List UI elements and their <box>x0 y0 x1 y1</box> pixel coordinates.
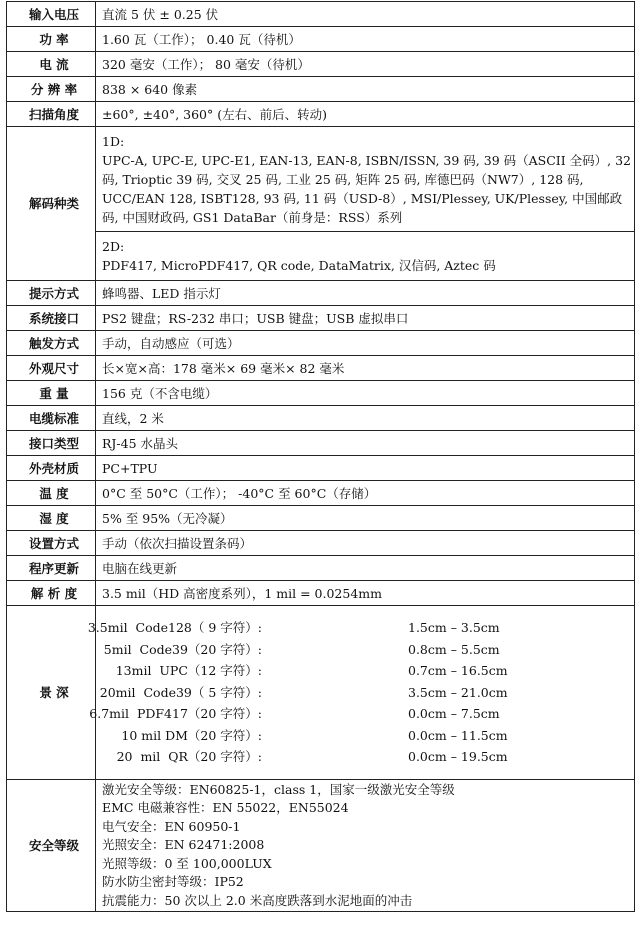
decode-2d-text: PDF417, MicroPDF417, QR code, DataMatrix, 汉信码, Aztec 码 <box>102 258 496 273</box>
safety-line: 电气安全：EN 60950-1 <box>102 818 241 834</box>
depth-range: 0.0cm – 7.5cm <box>408 706 500 722</box>
decode-1d-text: UPC-A, UPC-E, UPC-E1, EAN-13, EAN-8, ISBN/ISSN, 39 码, 39 码（ASCII 全码）, 32 码, Trioptic 39 码, 交叉 25 码, 工业 25 码, 矩阵 25 码, 库德巴码（NW7）, 128 码, UCC/EAN 128, ISBT128, 93 码, 11 码（USD-8）, MSI/Plessey, UK/Plessey, 中国邮政码, 中国财政码, GS1 DataBar（前身是：RSS）系列 <box>102 152 631 225</box>
row-label: 接口类型 <box>7 431 96 456</box>
table-row <box>7 506 635 531</box>
depth-item <box>102 660 634 682</box>
depth-range: 0.0cm – 11.5cm <box>408 727 508 743</box>
row-label: 湿 度 <box>7 506 96 531</box>
safety-line: 抗震能力：50 次以上 2.0 米高度跌落到水泥地面的冲击 <box>102 892 413 908</box>
table-row <box>7 406 635 431</box>
depth-symbology: 10 mil DM（20 字符）: <box>121 727 262 743</box>
depth-symbology: 6.7mil PDF417（20 字符）: <box>89 706 262 722</box>
depth-range: 0.8cm – 5.5cm <box>408 641 500 657</box>
depth-item <box>87 617 634 639</box>
table-row <box>7 2 635 27</box>
depth-item <box>102 746 634 768</box>
row-value: 3.5 mil（HD 高密度系列），1 mil = 0.0254mm <box>96 581 635 606</box>
row-label: 外壳材质 <box>7 456 96 481</box>
table-row <box>7 232 635 281</box>
row-label: 重 量 <box>7 381 96 406</box>
decode-1d-title: 1D: <box>102 133 125 149</box>
depth-range: 0.7cm – 16.5cm <box>408 663 508 679</box>
row-label: 扫描角度 <box>7 102 96 127</box>
depth-symbology: 20mil Code39（ 5 字符）: <box>99 684 262 700</box>
depth-symbology: 20 mil QR（20 字符）: <box>116 749 262 765</box>
safety-line: 防水防尘密封等级：IP52 <box>102 874 244 890</box>
row-label: 程序更新 <box>7 556 96 581</box>
spec-table <box>6 1 635 912</box>
row-label: 电 流 <box>7 52 96 77</box>
table-row <box>7 52 635 77</box>
depth-of-field-cell <box>87 606 635 780</box>
table-row <box>7 281 635 306</box>
spec-sheet <box>6 1 635 912</box>
row-value: PS2 键盘；RS-232 串口；USB 键盘；USB 虚拟串口 <box>96 306 635 331</box>
table-row <box>7 356 635 381</box>
row-value: 5% 至 95%（无冷凝） <box>96 506 635 531</box>
row-value: 1.60 瓦（工作）； 0.40 瓦（待机） <box>96 27 635 52</box>
row-label: 触发方式 <box>7 331 96 356</box>
row-label: 电缆标准 <box>7 406 96 431</box>
depth-range: 3.5cm – 21.0cm <box>408 684 508 700</box>
row-value: 838 × 640 像素 <box>96 77 635 102</box>
decode-2d-cell <box>96 232 635 281</box>
depth-symbology: 13mil UPC（12 字符）: <box>115 663 262 679</box>
table-row <box>7 606 635 780</box>
row-value: 长×宽×高：178 毫米× 69 毫米× 82 毫米 <box>96 356 635 381</box>
row-value: RJ-45 水晶头 <box>96 431 635 456</box>
decode-1d-cell <box>96 127 635 232</box>
row-label: 外观尺寸 <box>7 356 96 381</box>
row-value: 156 克（不含电缆） <box>96 381 635 406</box>
row-label: 输入电压 <box>7 2 96 27</box>
table-row <box>7 102 635 127</box>
row-value: PC+TPU <box>96 456 635 481</box>
table-row <box>7 27 635 52</box>
decode-label: 解码种类 <box>7 127 96 281</box>
row-value: 手动（依次扫描设置条码） <box>96 531 635 556</box>
depth-item <box>99 682 634 704</box>
row-value: 电脑在线更新 <box>96 556 635 581</box>
safety-line: EMC 电磁兼容性：EN 55022，EN55024 <box>102 800 349 816</box>
table-row <box>7 556 635 581</box>
table-row <box>7 481 635 506</box>
table-row <box>7 531 635 556</box>
row-value: ±60°, ±40°, 360° (左右、前后、转动) <box>96 102 635 127</box>
row-label: 温 度 <box>7 481 96 506</box>
row-label: 功 率 <box>7 27 96 52</box>
table-row <box>7 306 635 331</box>
safety-line: 光照安全：EN 62471:2008 <box>102 837 265 853</box>
depth-range: 1.5cm – 3.5cm <box>408 620 500 636</box>
table-row <box>7 331 635 356</box>
row-label: 提示方式 <box>7 281 96 306</box>
depth-symbology: 3.5mil Code128（ 9 字符）: <box>87 620 262 636</box>
depth-item <box>102 639 634 661</box>
depth-range: 0.0cm – 19.5cm <box>408 749 508 765</box>
row-label: 分 辨 率 <box>7 77 96 102</box>
table-row <box>7 127 635 232</box>
safety-label: 安全等级 <box>7 780 96 912</box>
safety-line: 激光安全等级：EN60825-1，class 1，国家一级激光安全等级 <box>102 781 455 797</box>
table-row <box>7 381 635 406</box>
row-label: 系统接口 <box>7 306 96 331</box>
table-row <box>7 581 635 606</box>
row-value: 手动，自动感应（可选） <box>96 331 635 356</box>
decode-2d-title: 2D: <box>102 239 125 254</box>
table-row <box>7 431 635 456</box>
row-label: 解 析 度 <box>7 581 96 606</box>
row-value: 直线，2 米 <box>96 406 635 431</box>
table-row <box>7 77 635 102</box>
row-value: 320 毫安（工作）； 80 毫安（待机） <box>96 52 635 77</box>
depth-item <box>89 703 634 725</box>
safety-line: 光照等级：0 至 100,000LUX <box>102 855 272 871</box>
depth-symbology: 5mil Code39（20 字符）: <box>103 641 262 657</box>
row-value: 直流 5 伏 ± 0.25 伏 <box>96 2 635 27</box>
safety-cell <box>96 780 635 912</box>
row-value: 蜂鸣器、LED 指示灯 <box>96 281 635 306</box>
row-value: 0°C 至 50°C（工作）； -40°C 至 60°C（存储） <box>96 481 635 506</box>
depth-label: 景 深 <box>7 606 96 780</box>
depth-item <box>102 725 634 747</box>
table-row <box>7 780 635 912</box>
row-label: 设置方式 <box>7 531 96 556</box>
table-row <box>7 456 635 481</box>
